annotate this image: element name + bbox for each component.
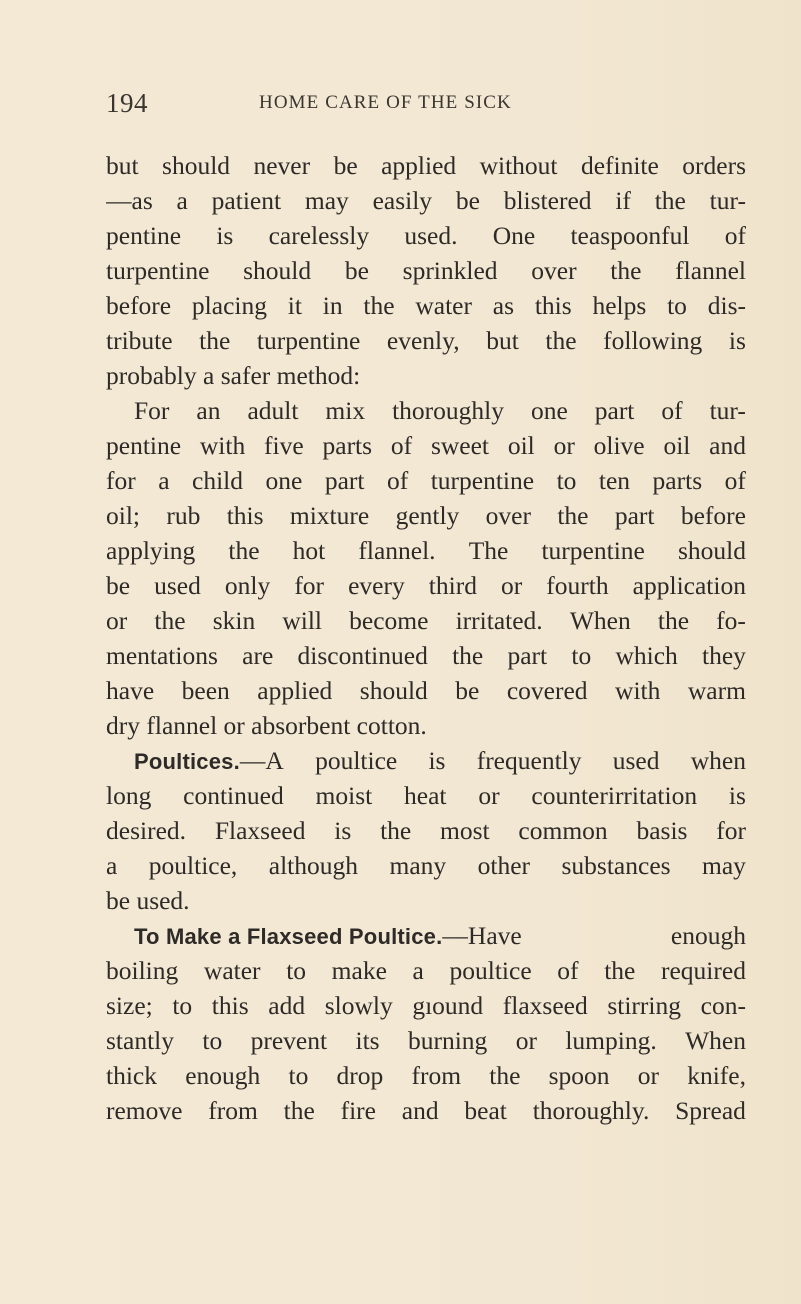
word: part [324,466,365,495]
word: stirring [607,991,682,1020]
word: used [154,571,201,600]
word: of [557,956,579,985]
word: be [455,676,480,705]
word: five [264,431,304,460]
word: applying [106,536,196,565]
word: applied [381,151,457,180]
page-number: 194 [106,88,148,118]
word: sprinkled [402,256,498,285]
word: is [728,781,746,810]
word: fire [340,1096,376,1125]
word: every [348,571,405,600]
word: turpentine [430,466,535,495]
word: be [106,571,131,600]
word: one [530,396,568,425]
word: part [614,501,655,530]
word: its [355,1026,380,1055]
word: have [106,676,155,705]
word: stantly [106,1026,174,1055]
word: flaxseed [502,991,588,1020]
word: irritated. [455,606,543,635]
word: frequently [476,746,582,775]
text-line [106,988,746,1023]
page-header [106,88,746,122]
word: dis- [707,291,746,320]
text-line [106,218,746,253]
word: discontinued [297,641,428,670]
text-line [106,148,746,183]
text-line [106,253,746,288]
word: should [677,536,746,565]
word: continued [183,781,284,810]
word: to [288,1061,309,1090]
word: Poultices.—A [134,746,284,775]
word: or [637,1061,660,1090]
word: placing [191,291,267,320]
word: The [468,536,509,565]
word: over [531,256,577,285]
word: olive [593,431,645,460]
text-line [106,1093,746,1128]
word: should [243,256,312,285]
word: Spread [675,1096,746,1125]
word: of [724,466,746,495]
word: moist [315,781,373,810]
word: long [106,781,152,810]
text-line [106,533,746,568]
word: make [331,956,387,985]
word: flannel [675,256,746,285]
word: for [106,466,136,495]
word: is [428,746,446,775]
word: and [401,1096,439,1125]
word: in [322,291,343,320]
word: to [286,956,307,985]
word: child [192,466,244,495]
word: applied [257,676,333,705]
word: the [199,326,231,355]
word: is [216,221,234,250]
word: poultice [449,956,532,985]
word: oil [507,431,535,460]
text-line [106,743,746,778]
word: counterirritation [531,781,698,810]
word: which [615,641,678,670]
word: turpentine [256,326,361,355]
text-line: probably a safer method: [106,361,361,390]
word: or [501,571,523,600]
word: thoroughly [392,396,504,425]
word: but [106,151,139,180]
word: substances [561,851,671,880]
word: this [534,291,572,320]
word: are [242,641,274,670]
word: before [106,291,172,320]
word: of [390,431,413,460]
text-line [106,813,746,848]
word: One [492,221,536,250]
word: gently [395,501,460,530]
word: be [333,151,358,180]
word: be [344,256,369,285]
word: For [134,396,170,425]
word: To Make a Flaxseed Poultice.—Have [134,921,522,950]
word: a [106,851,118,880]
word: boiling [106,956,179,985]
word: following [603,326,703,355]
word: the [545,326,577,355]
word: is [728,326,746,355]
word: the [610,256,642,285]
word: spoon [548,1061,610,1090]
text-line [106,393,746,428]
word: beat [464,1096,507,1125]
word: blistered [503,186,592,215]
text-line [106,323,746,358]
word: fourth [546,571,609,600]
word: pentine [106,221,182,250]
word: gıound [412,991,484,1020]
word: the [363,291,395,320]
word: over [485,501,531,530]
word: pentine [106,431,182,460]
word: one [265,466,303,495]
word: become [349,606,429,635]
word: a [158,466,170,495]
word: to [571,641,592,670]
word: fo- [716,606,746,635]
word: flannel. [358,536,436,565]
word: application [632,571,746,600]
text-line [106,848,746,883]
word: hot [292,536,326,565]
text-line [106,568,746,603]
word: size; [106,991,153,1020]
word: never [253,151,311,180]
text-line: be used. [106,886,190,915]
word: to [667,291,687,320]
text-line [106,1058,746,1093]
word: and [709,431,746,460]
word: turpentine [541,536,645,565]
text-line [106,463,746,498]
word: should [359,676,428,705]
word: without [479,151,558,180]
word: enough [185,1061,261,1090]
section-heading-poultices: Poultices. [134,749,240,774]
word: oil [663,431,691,460]
word: patient [211,186,282,215]
word: ten [598,466,631,495]
word: heat [404,781,447,810]
word: the [283,1096,315,1125]
word: other [477,851,531,880]
word: the [154,606,186,635]
word: knife, [687,1061,746,1090]
word: part [594,396,635,425]
word: tur- [709,186,746,215]
word: from [208,1096,258,1125]
word: or [106,606,128,635]
text-line [106,953,746,988]
word: desired. [106,816,187,845]
word: this [211,991,249,1020]
word: with [615,676,661,705]
text-line [106,183,746,218]
text-line [106,603,746,638]
word: rub [166,501,201,530]
word: as [492,291,515,320]
word: to [202,1026,223,1055]
word: to [556,466,577,495]
word: third [428,571,477,600]
word: con- [700,991,746,1020]
text-line: dry flannel or absorbent cotton. [106,711,427,740]
word: easily [372,186,433,215]
word: used [612,746,660,775]
word: the [228,536,260,565]
word: required [660,956,746,985]
word: the [557,501,589,530]
word: poultice [315,746,398,775]
word: thick [106,1061,157,1090]
word: will [282,606,323,635]
word: many [389,851,447,880]
word: enough [670,921,746,950]
word: a [176,186,188,215]
word: —as [106,186,153,215]
word: may [304,186,349,215]
word: be [455,186,480,215]
word: adult [247,396,299,425]
word: this [226,501,264,530]
word: for [716,816,746,845]
word: mix [325,396,366,425]
text-line [106,673,746,708]
word: evenly, [386,326,460,355]
word: helps [592,291,647,320]
word: for [294,571,325,600]
word: most [440,816,490,845]
word: when [690,746,746,775]
word: teaspoonful [570,221,690,250]
word: with [199,431,246,460]
word: add [268,991,306,1020]
word: tur- [709,396,746,425]
word: oil; [106,501,141,530]
word: used. [404,221,458,250]
word: prevent [250,1026,328,1055]
word: drop [336,1061,384,1090]
word: before [680,501,746,530]
text-line [106,1023,746,1058]
word: or [515,1026,537,1055]
word: turpentine [106,256,210,285]
text-line [106,918,746,953]
word: poultice, [148,851,238,880]
word: water [203,956,261,985]
word: lumping. [565,1026,657,1055]
word: mentations [106,641,218,670]
word: definite [580,151,659,180]
word: water [415,291,472,320]
word: only [224,571,271,600]
word: thoroughly. [532,1096,650,1125]
word: covered [506,676,588,705]
word: is [334,816,352,845]
word: if [615,186,631,215]
word: common [518,816,608,845]
word: skin [212,606,256,635]
word: carelessly [268,221,370,250]
word: but [486,326,519,355]
section-heading-flaxseed-poultice: To Make a Flaxseed Poultice. [134,924,443,949]
word: or [478,781,500,810]
word: been [181,676,230,705]
text-line [106,288,746,323]
word: tribute [106,326,173,355]
word: although [268,851,359,880]
word: Flaxseed [214,816,306,845]
word: the [452,641,484,670]
word: burning [407,1026,488,1055]
word: the [654,186,686,215]
word: warm [687,676,746,705]
text-line [106,638,746,673]
word: an [196,396,221,425]
word: the [489,1061,521,1090]
word: or [553,431,575,460]
word: orders [682,151,746,180]
word: to [172,991,193,1020]
word: slowly [324,991,393,1020]
word: parts [322,431,373,460]
word: may [702,851,746,880]
word: it [287,291,302,320]
word: mixture [289,501,370,530]
word: from [411,1061,462,1090]
word: the [657,606,690,635]
word: a [412,956,424,985]
text-line [106,428,746,463]
word: the [380,816,412,845]
word: basis [636,816,688,845]
word: parts [652,466,703,495]
body-text [106,148,746,1128]
word: should [162,151,231,180]
word: remove [106,1096,183,1125]
word: sweet [430,431,490,460]
word: they [702,641,746,670]
word: of [661,396,683,425]
word: the [604,956,636,985]
text-line [106,498,746,533]
word: of [724,221,746,250]
running-head: HOME CARE OF THE SICK [259,92,512,113]
word: When [569,606,631,635]
word: When [685,1026,746,1055]
word: part [507,641,548,670]
word: of [386,466,409,495]
text-line [106,778,746,813]
